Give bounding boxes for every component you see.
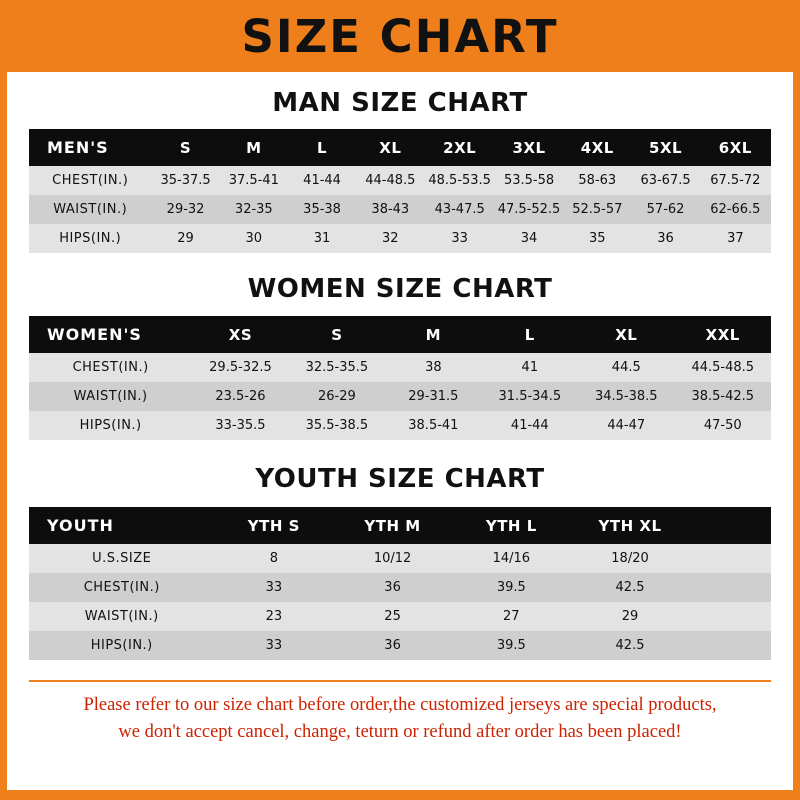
- cell: 35-38: [303, 202, 341, 217]
- women-size-l: L: [524, 325, 535, 344]
- women-size-xs: XS: [228, 325, 253, 344]
- cell: 44-47: [607, 418, 646, 433]
- section-title-youth: YOUTH SIZE CHART: [255, 464, 545, 494]
- cell-spacer: [689, 602, 771, 631]
- women-chest-label: CHEST(IN.): [72, 360, 149, 375]
- cell: 37.5-41: [228, 173, 279, 188]
- youth-size-l: YTH L: [485, 516, 537, 535]
- cell-spacer: [689, 631, 771, 660]
- youth-header-row: [29, 507, 771, 544]
- men-size-2xl: 2XL: [443, 138, 477, 157]
- table-row: [29, 224, 771, 253]
- women-size-m: M: [425, 325, 442, 344]
- men-size-3xl: 3XL: [512, 138, 546, 157]
- cell: 41-44: [303, 173, 341, 188]
- men-chest-label: CHEST(IN.): [52, 173, 129, 188]
- cell: 67.5-72: [710, 173, 761, 188]
- cell: 14/16: [492, 551, 531, 566]
- cell: 31: [313, 231, 331, 246]
- youth-size-m: YTH M: [364, 516, 421, 535]
- cell: 43-47.5: [434, 202, 485, 217]
- table-row: [29, 544, 771, 573]
- cell: 32-35: [234, 202, 273, 217]
- men-waist-label: WAIST(IN.): [53, 202, 128, 217]
- cell: 44.5-48.5: [691, 360, 755, 375]
- footer-note-line1: Please refer to our size chart before order,the customized jerseys are special products,: [83, 695, 717, 715]
- men-size-m: M: [246, 138, 262, 157]
- cell: 38.5-42.5: [691, 389, 755, 404]
- table-row: [29, 195, 771, 224]
- footer-note-line2: we don't accept cancel, change, teturn or refund after order has been placed!: [118, 721, 682, 742]
- cell: 27: [503, 609, 520, 624]
- cell: 26-29: [318, 389, 356, 404]
- cell: 8: [269, 551, 278, 566]
- cell: 39.5: [496, 580, 526, 595]
- cell: 53.5-58: [503, 173, 555, 188]
- cell: 41: [521, 360, 539, 375]
- footer-accent-bar: [7, 790, 793, 800]
- youth-chest-label: CHEST(IN.): [83, 580, 160, 595]
- youth-size-xl: YTH XL: [598, 516, 662, 535]
- cell: 23.5-26: [215, 389, 266, 404]
- cell: 23: [265, 609, 283, 624]
- youth-header-label: YOUTH: [47, 516, 114, 535]
- cell: 29-31.5: [408, 389, 459, 404]
- cell-spacer: [689, 573, 771, 602]
- women-header-row: [29, 316, 771, 353]
- cell: 29: [177, 231, 194, 246]
- chart-content: [7, 88, 793, 746]
- cell: 36: [657, 231, 674, 246]
- cell: 35: [589, 231, 606, 246]
- table-row: [29, 382, 771, 411]
- cell: 36: [384, 638, 401, 653]
- women-size-xl: XL: [615, 325, 638, 344]
- cell: 47.5-52.5: [497, 202, 561, 217]
- youth-ussize-label: U.S.SIZE: [92, 551, 152, 566]
- cell: 35.5-38.5: [305, 418, 369, 433]
- cell: 62-66.5: [710, 202, 761, 217]
- men-size-4xl: 4XL: [580, 138, 614, 157]
- men-size-l: L: [317, 138, 328, 157]
- cell: 30: [245, 231, 263, 246]
- women-size-s: S: [331, 325, 343, 344]
- cell: 41-44: [510, 418, 549, 433]
- men-size-xl: XL: [379, 138, 402, 157]
- men-size-table: [29, 129, 771, 253]
- cell-spacer: [689, 544, 771, 573]
- cell: 33: [451, 231, 468, 246]
- table-row: [29, 353, 771, 382]
- cell: 63-67.5: [640, 173, 691, 188]
- cell: 33: [265, 638, 283, 653]
- cell: 34.5-38.5: [594, 389, 658, 404]
- cell: 42.5: [615, 580, 645, 595]
- cell: 29-32: [166, 202, 205, 217]
- cell: 37: [727, 231, 744, 246]
- women-size-table: [29, 316, 771, 440]
- table-row: [29, 166, 771, 195]
- cell: 34: [520, 231, 538, 246]
- cell: 32.5-35.5: [305, 360, 369, 375]
- cell: 33-35.5: [215, 418, 266, 433]
- cell: 29.5-32.5: [209, 360, 272, 375]
- cell: 42.5: [615, 638, 645, 653]
- cell: 38.5-41: [408, 418, 459, 433]
- header-banner: [0, 0, 800, 72]
- cell: 38: [425, 360, 442, 375]
- youth-hips-label: HIPS(IN.): [90, 638, 153, 653]
- men-hips-label: HIPS(IN.): [59, 231, 122, 246]
- cell: 32: [382, 231, 399, 246]
- cell: 44-48.5: [365, 173, 416, 188]
- table-row: [29, 411, 771, 440]
- cell: 39.5: [496, 638, 526, 653]
- table-row: [29, 602, 771, 631]
- cell: 35-37.5: [160, 173, 211, 188]
- women-header-label: WOMEN'S: [47, 325, 142, 344]
- table-row: [29, 573, 771, 602]
- women-size-xxl: XXL: [705, 325, 740, 344]
- cell: 10/12: [373, 551, 412, 566]
- cell: 29: [621, 609, 639, 624]
- cell: 52.5-57: [572, 202, 623, 217]
- cell: 48.5-53.5: [428, 173, 491, 188]
- youth-size-table: [29, 507, 771, 660]
- cell: 38-43: [371, 202, 410, 217]
- cell: 47-50: [703, 418, 742, 433]
- cell: 33: [265, 580, 283, 595]
- table-row: [29, 631, 771, 660]
- cell: 36: [384, 580, 401, 595]
- section-title-men: MAN SIZE CHART: [272, 88, 528, 118]
- youth-waist-label: WAIST(IN.): [84, 609, 159, 624]
- cell: 57-62: [646, 202, 685, 217]
- section-title-women: WOMEN SIZE CHART: [247, 274, 553, 304]
- cell: 31.5-34.5: [498, 389, 562, 404]
- men-header-label: MEN'S: [47, 138, 109, 157]
- men-size-6xl: 6XL: [718, 138, 752, 157]
- men-size-s: S: [179, 138, 192, 157]
- women-waist-label: WAIST(IN.): [73, 389, 148, 404]
- cell: 58-63: [578, 173, 617, 188]
- cell: 25: [384, 609, 401, 624]
- youth-header-spacer: [689, 507, 771, 544]
- women-hips-label: HIPS(IN.): [79, 418, 142, 433]
- youth-size-s: YTH S: [247, 516, 300, 535]
- page-title: SIZE CHART: [241, 9, 559, 63]
- cell: 44.5: [611, 360, 641, 375]
- cell: 18/20: [611, 551, 649, 566]
- men-header-row: [29, 129, 771, 166]
- footer-note: [29, 680, 771, 746]
- men-size-5xl: 5XL: [649, 138, 683, 157]
